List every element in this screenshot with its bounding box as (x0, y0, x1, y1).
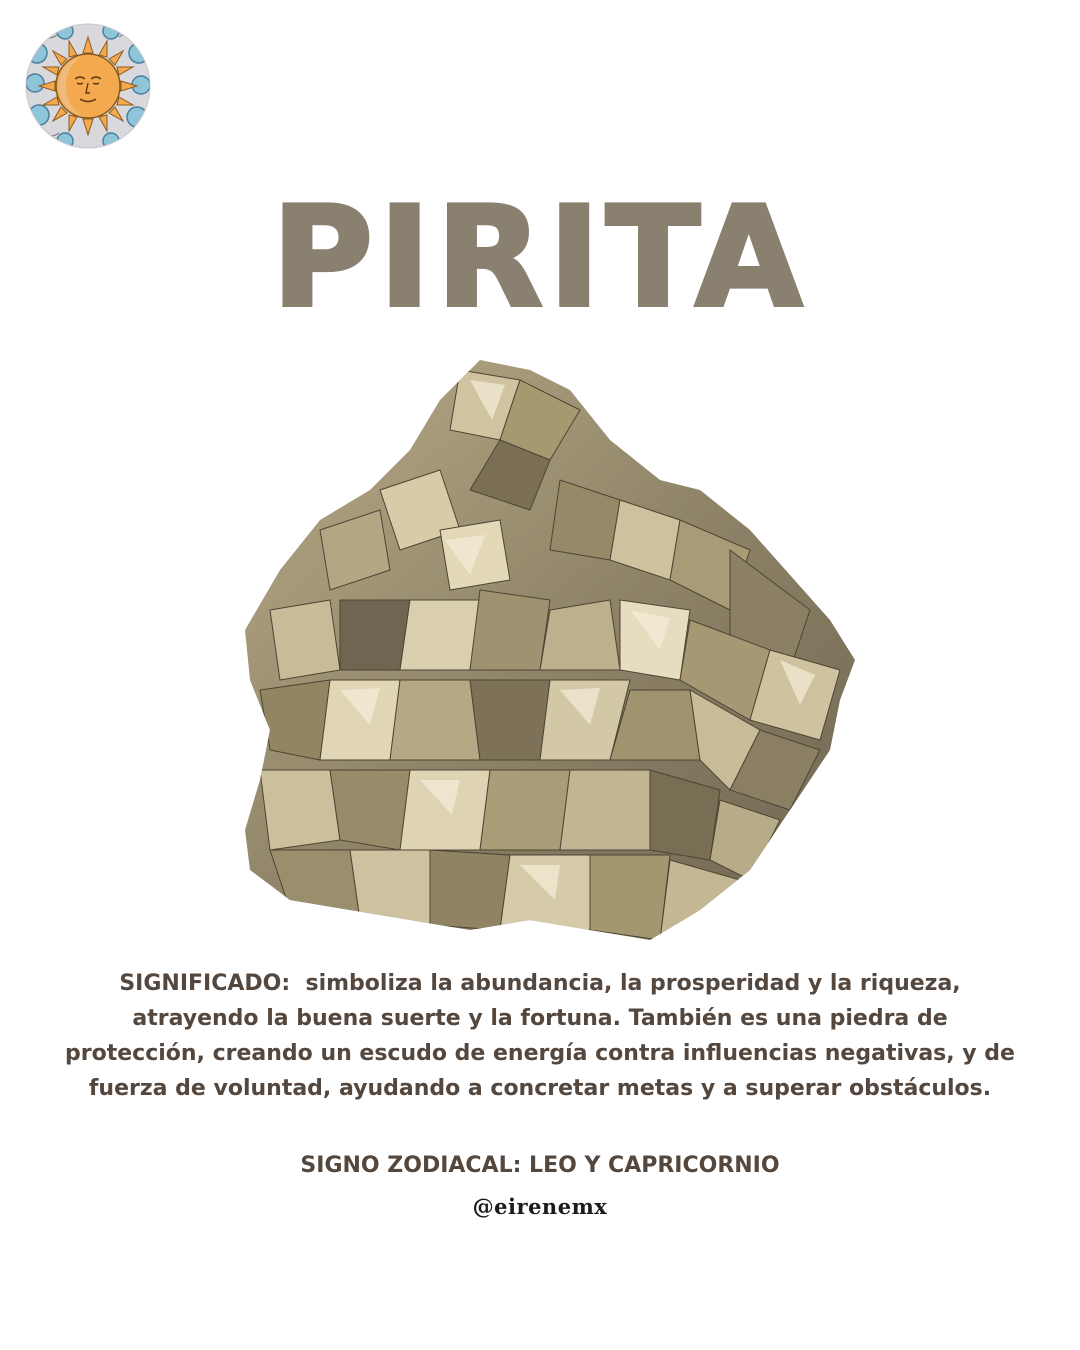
brand-logo (25, 23, 151, 149)
sun-face-icon (25, 23, 151, 149)
meaning-label: SIGNIFICADO: (119, 971, 291, 996)
page-title: PIRITA (271, 177, 809, 338)
meaning-text: simboliza la abundancia, la prosperidad y la riqueza, atrayendo la buena suerte y la fortuna. También es una piedra de protección, creando un escudo de energía contra influencias negativas, y de fuerza de voluntad, ayudando a concretar metas y a superar obstáculos. (65, 971, 1015, 1101)
meaning-paragraph (60, 966, 1020, 1106)
pyrite-crystal-image (230, 350, 870, 960)
pyrite-image (230, 350, 870, 960)
zodiac-sign: SIGNO ZODIACAL: LEO Y CAPRICORNIO (300, 1153, 780, 1178)
social-handle: @eirenemx (472, 1194, 608, 1219)
